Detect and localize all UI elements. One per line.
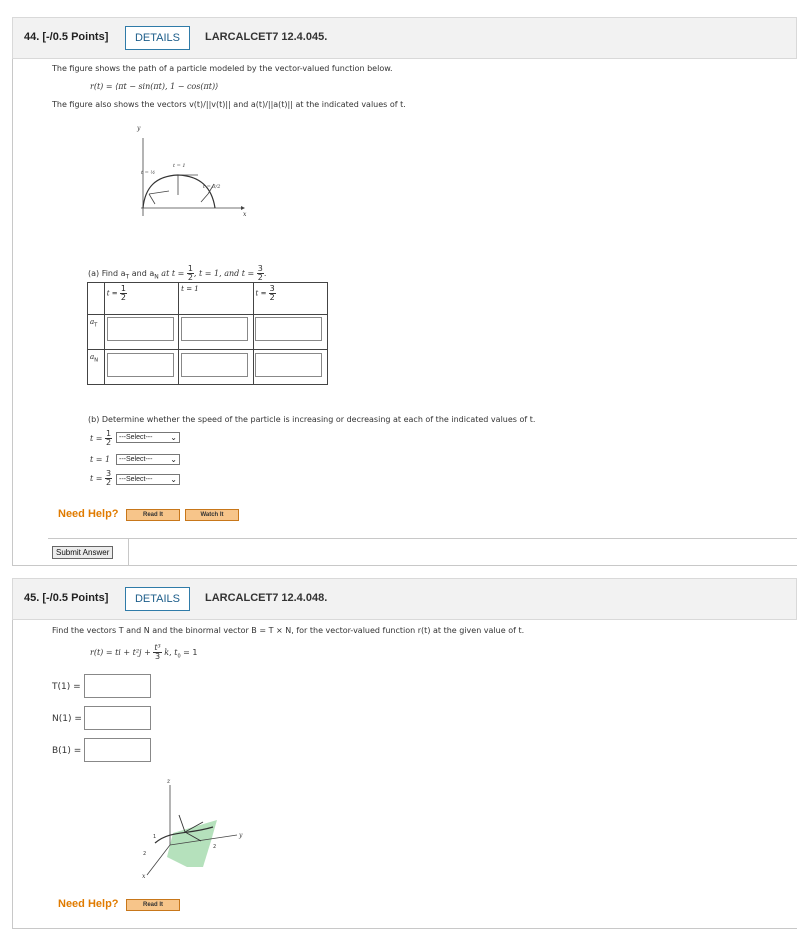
col-header-t-three-half: t = $\frac{3}{2}$ xyxy=(253,283,327,315)
need-help-label: Need Help? xyxy=(58,898,119,910)
question-45-header xyxy=(12,578,797,620)
details-button[interactable]: DETAILS xyxy=(125,587,190,611)
chevron-down-icon: ⌄ xyxy=(170,433,177,442)
axis-y-label: y xyxy=(137,125,141,132)
question-number: 45. [-/0.5 Points] xyxy=(24,592,109,604)
part-b-row-t-half: t = $\frac{1}{2}$ xyxy=(90,429,112,447)
field-label-T: T(1) = xyxy=(52,682,81,692)
part-b-prompt: (b) Determine whether the speed of the particle is increasing or decreasing at each of the indicated values of t. xyxy=(88,415,536,424)
vector-function: r(t) = ⟨πt − sin(πt), 1 − cos(πt)⟩ xyxy=(90,82,219,91)
speed-select-t-three-half[interactable]: ---Select--- ⌄ xyxy=(116,474,180,485)
part-a-prompt: (a) Find $a_T$ and $a_N$ at t = $\frac{1}{2}$ , t = 1, and t = $\frac{3}{2}$ . xyxy=(88,264,267,282)
part-b-row-t-one: t = 1 xyxy=(90,455,111,464)
field-label-B: B(1) = xyxy=(52,746,82,756)
aN-t-three-half-input[interactable] xyxy=(255,353,322,377)
B-vector-input[interactable] xyxy=(84,738,151,762)
aN-t-half-input[interactable] xyxy=(107,353,174,377)
tick-x-2: 2 xyxy=(143,851,147,857)
row-label-aN: $a_N$ xyxy=(88,350,105,385)
read-it-button[interactable]: Read It xyxy=(126,899,180,911)
col-header-t-half: t = $\frac{1}{2}$ xyxy=(104,283,178,315)
question-code: LARCALCET7 12.4.045. xyxy=(205,31,328,43)
N-vector-input[interactable] xyxy=(84,706,151,730)
speed-select-t-half[interactable]: ---Select--- ⌄ xyxy=(116,432,180,443)
tick-y-2: 2 xyxy=(213,844,217,850)
question-code: LARCALCET7 12.4.048. xyxy=(205,592,328,604)
T-vector-input[interactable] xyxy=(84,674,151,698)
chevron-down-icon: ⌄ xyxy=(170,475,177,484)
axis-x-label: x xyxy=(142,873,146,880)
need-help-label: Need Help? xyxy=(58,508,119,520)
label-t-one: t = 1 xyxy=(173,163,186,169)
col-header-t-one: t = 1 xyxy=(179,283,253,315)
tick-x-1: 1 xyxy=(153,834,157,840)
aT-t-three-half-input[interactable] xyxy=(255,317,322,341)
aT-t-one-input[interactable] xyxy=(181,317,248,341)
axis-z-label: z xyxy=(167,778,171,785)
binormal-figure xyxy=(125,775,255,880)
part-b-row-t-three-half: t = $\frac{3}{2}$ xyxy=(90,469,112,487)
label-t-three-half: t = 3/2 xyxy=(203,184,221,190)
field-label-N: N(1) = xyxy=(52,714,82,724)
axis-x-label: x xyxy=(243,211,247,218)
submit-divider xyxy=(128,538,797,539)
watch-it-button[interactable]: Watch It xyxy=(185,509,239,521)
axis-y-label: y xyxy=(239,832,243,839)
chevron-down-icon: ⌄ xyxy=(170,455,177,464)
submit-answer-button[interactable]: Submit Answer xyxy=(52,546,113,559)
vector-function: r(t) = ti + t²j + $\frac{\text{t³}}{3}$ k, $t_0 = 1$ xyxy=(90,643,198,661)
question-number: 44. [-/0.5 Points] xyxy=(24,31,109,43)
aT-t-half-input[interactable] xyxy=(107,317,174,341)
read-it-button[interactable]: Read It xyxy=(126,509,180,521)
details-button[interactable]: DETAILS xyxy=(125,26,190,50)
label-t-half: t = ½ xyxy=(141,170,156,176)
aN-t-one-input[interactable] xyxy=(181,353,248,377)
cycloid-figure xyxy=(115,118,255,220)
question-intro: Find the vectors T and N and the binormal vector B = T × N, for the vector-valued function r(t) at the given value of t. xyxy=(52,626,525,635)
question-44-header xyxy=(12,17,797,59)
question-intro-2: The figure also shows the vectors v(t)/||v(t)|| and a(t)/||a(t)|| at the indicated values of t. xyxy=(52,100,406,109)
row-label-aT: $a_T$ xyxy=(88,315,105,350)
speed-select-t-one[interactable]: ---Select--- ⌄ xyxy=(116,454,180,465)
question-intro: The figure shows the path of a particle modeled by the vector-valued function below. xyxy=(52,64,393,73)
